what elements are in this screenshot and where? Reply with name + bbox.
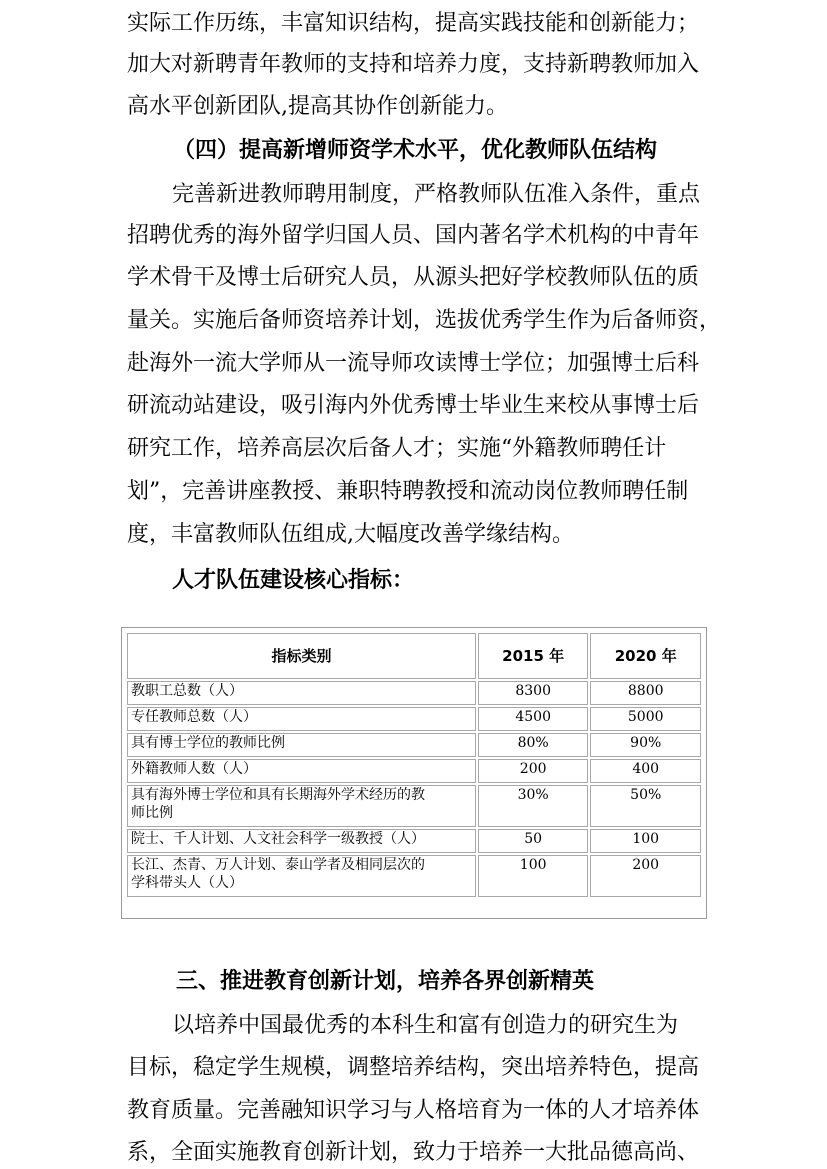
table-row xyxy=(127,707,701,731)
table-title: 人才队伍建设核心指标： xyxy=(172,568,415,593)
row-label-line: 具有海外博士学位和具有长期海外学术经历的教 xyxy=(131,787,425,803)
table-row xyxy=(127,785,701,827)
row-label: 外籍教师人数（人） xyxy=(127,759,476,783)
body-line: 赴海外一流大学师从一流导师攻读博士学位；加强博士后科 xyxy=(127,351,700,376)
body-line: 实际工作历练，丰富知识结构，提高实践技能和创新能力； xyxy=(127,11,700,36)
row-label: 专任教师总数（人） xyxy=(127,707,476,731)
value-2015: 100 xyxy=(478,855,589,897)
header-category: 指标类别 xyxy=(127,633,476,679)
body-line: 划”，完善讲座教授、兼职特聘教授和流动岗位教师聘任制 xyxy=(127,479,689,504)
value-2020: 200 xyxy=(590,855,701,897)
body-line: 目标，稳定学生规模，调整培养结构，突出培养特色，提高 xyxy=(127,1055,700,1080)
metrics-table xyxy=(125,631,703,899)
body-line: 高水平创新团队,提高其协作创新能力。 xyxy=(127,94,508,119)
table-row xyxy=(127,733,701,757)
table-row xyxy=(127,829,701,853)
value-2020: 90% xyxy=(590,733,701,757)
section-heading: 三、推进教育创新计划，培养各界创新精英 xyxy=(176,969,595,994)
row-label xyxy=(127,785,476,827)
table-row xyxy=(127,681,701,705)
value-2015: 8300 xyxy=(478,681,589,705)
body-line: 研究工作，培养高层次后备人才；实施“外籍教师聘任计 xyxy=(127,436,667,461)
value-2020: 50% xyxy=(590,785,701,827)
body-line: 学术骨干及博士后研究人员，从源头把好学校教师队伍的质 xyxy=(127,265,700,290)
row-label-line: 长江、杰青、万人计划、泰山学者及相同层次的 xyxy=(131,857,425,873)
body-line: 度，丰富教师队伍组成,大幅度改善学缘结构。 xyxy=(127,522,574,547)
value-2020: 5000 xyxy=(590,707,701,731)
row-label xyxy=(127,855,476,897)
header-2015: 2015 年 xyxy=(478,633,589,679)
body-line: 系，全面实施教育创新计划，致力于培养一大批品德高尚、 xyxy=(127,1140,700,1165)
table-header-row xyxy=(127,633,701,679)
body-line: 量关。实施后备师资培养计划，选拔优秀学生作为后备师资， xyxy=(127,308,722,333)
table-row xyxy=(127,855,701,897)
body-line: 研流动站建设，吸引海内外优秀博士毕业生来校从事博士后 xyxy=(127,393,700,418)
value-2015: 80% xyxy=(478,733,589,757)
body-line: 以培养中国最优秀的本科生和富有创造力的研究生为 xyxy=(172,1013,679,1038)
section-heading: （四）提高新增师资学术水平，优化教师队伍结构 xyxy=(173,138,658,163)
value-2015: 200 xyxy=(478,759,589,783)
row-label: 院士、千人计划、人文社会科学一级教授（人） xyxy=(127,829,476,853)
value-2020: 400 xyxy=(590,759,701,783)
value-2015: 4500 xyxy=(478,707,589,731)
metrics-table-frame xyxy=(121,627,707,919)
body-line: 完善新进教师聘用制度，严格教师队伍准入条件，重点 xyxy=(172,182,701,207)
body-line: 招聘优秀的海外留学归国人员、国内著名学术机构的中青年 xyxy=(127,223,700,248)
value-2015: 50 xyxy=(478,829,589,853)
value-2020: 8800 xyxy=(590,681,701,705)
row-label: 教职工总数（人） xyxy=(127,681,476,705)
table-row xyxy=(127,759,701,783)
header-2020: 2020 年 xyxy=(590,633,701,679)
row-label-line: 师比例 xyxy=(131,805,173,821)
row-label-line: 学科带头人（人） xyxy=(131,875,243,891)
body-line: 加大对新聘青年教师的支持和培养力度，支持新聘教师加入 xyxy=(127,52,700,77)
body-line: 教育质量。完善融知识学习与人格培育为一体的人才培养体 xyxy=(127,1098,700,1123)
value-2015: 30% xyxy=(478,785,589,827)
row-label: 具有博士学位的教师比例 xyxy=(127,733,476,757)
value-2020: 100 xyxy=(590,829,701,853)
